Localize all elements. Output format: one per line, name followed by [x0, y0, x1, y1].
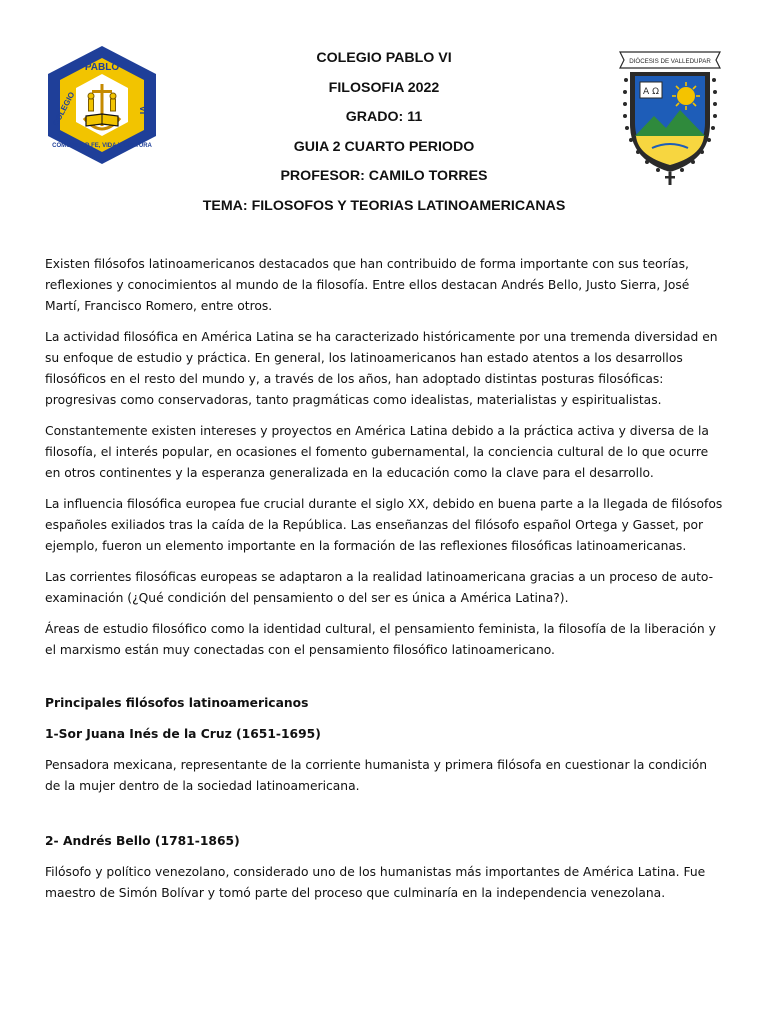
subject-year: FILOSOFIA 2022	[328, 79, 440, 96]
diocese-crest-logo	[616, 44, 724, 186]
school-name: COLEGIO PABLO VI	[316, 50, 452, 66]
guide-period: GUIA 2 CUARTO PERIODO	[293, 138, 475, 155]
philosopher-2-description: Filósofo y político venezolano, considerado uno de los humanistas más importantes de América Latina. Fue maestro de Simón Bolívar y tomó parte del proceso que culminaría en la independencia venezolana.	[45, 865, 706, 900]
paragraph-european-influence: La influencia filosófica europea fue crucial durante el siglo XX, debido en buena parte a la llegada de filósofos españoles exiliados tras la caída de la República. Las enseñanzas del filósofo español Ortega y Gasset, por ejemplo, fueron un elemento importante en la formación de las reflexiones filosóficas latinoamericanas.	[45, 497, 723, 553]
philosopher-1-description: Pensadora mexicana, representante de la corriente humanista y primera filósofa en cuestionar la condición de la mujer dentro de la sociedad latinoamericana.	[45, 758, 708, 793]
paragraph-intro: Existen filósofos latinoamericanos destacados que han contribuido de forma importante con sus teorías, reflexiones y conocimientos al mundo de la filosofía. Entre ellos destacan Andrés Bello, Justo Sierra, José Martí, Francisco Romero, entre otros.	[45, 257, 690, 313]
logo-left-text-pablo: PABLO	[84, 62, 120, 73]
teacher-name: PROFESOR: CAMILO TORRES	[280, 168, 488, 184]
school-logo-pablo-vi	[44, 44, 160, 166]
grade: GRADO: 11	[345, 109, 423, 125]
philosopher-1-name: 1-Sor Juana Inés de la Cruz (1651-1695)	[45, 727, 321, 741]
spacer	[45, 671, 725, 693]
spacer	[45, 807, 725, 831]
topic-title: TEMA: FILOSOFOS Y TEORIAS LATINOAMERICANAS	[202, 197, 566, 214]
philosopher-2-name: 2- Andrés Bello (1781-1865)	[45, 834, 240, 848]
logo-left-text-colegio: COLEGIO	[51, 90, 77, 128]
document-body	[45, 254, 725, 914]
crest-banner-text: DIÓCESIS DE VALLEDUPAR	[629, 58, 711, 65]
crest-alpha-omega: A Ω	[643, 87, 659, 97]
paragraph-interests: Constantemente existen intereses y proyectos en América Latina debido a la práctica activa y diversa de la filosofía, el interés popular, en ocasiones el fomento gubernamental, la conciencia cultural de lo que ocurre en otros continentes y la esperanza generalizada en la educación como la clave para el desarrollo.	[45, 424, 709, 480]
paragraph-study-areas: Áreas de estudio filosófico como la identidad cultural, el pensamiento feminista, la filosofía de la liberación y el marxismo están muy conectadas con el pensamiento filosófico latinoamericano.	[45, 622, 716, 657]
logo-left-text-bottom: COMUNIDAD FE, VIDA Y CULTURA	[52, 143, 152, 149]
logo-left-text-vi: VI	[138, 105, 148, 115]
section-title: Principales filósofos latinoamericanos	[45, 696, 309, 710]
paragraph-adaptation: Las corrientes filosóficas europeas se adaptaron a la realidad latinoamericana gracias a un proceso de auto-examinación (¿Qué condición del pensamiento o del ser es única a América Latina?).	[45, 570, 714, 605]
document-header	[170, 44, 598, 221]
paragraph-diversity: La actividad filosófica en América Latina se ha caracterizado históricamente por una tremenda diversidad en su enfoque de estudio y práctica. En general, los latinoamericanos han estado atentos a los desarrollos filosóficos en el resto del mundo y, a través de los años, han adoptado distintas posturas filosóficas: progresivas como conservadoras, tanto pragmáticas como idealistas, materialistas y espiritualistas.	[45, 330, 718, 407]
